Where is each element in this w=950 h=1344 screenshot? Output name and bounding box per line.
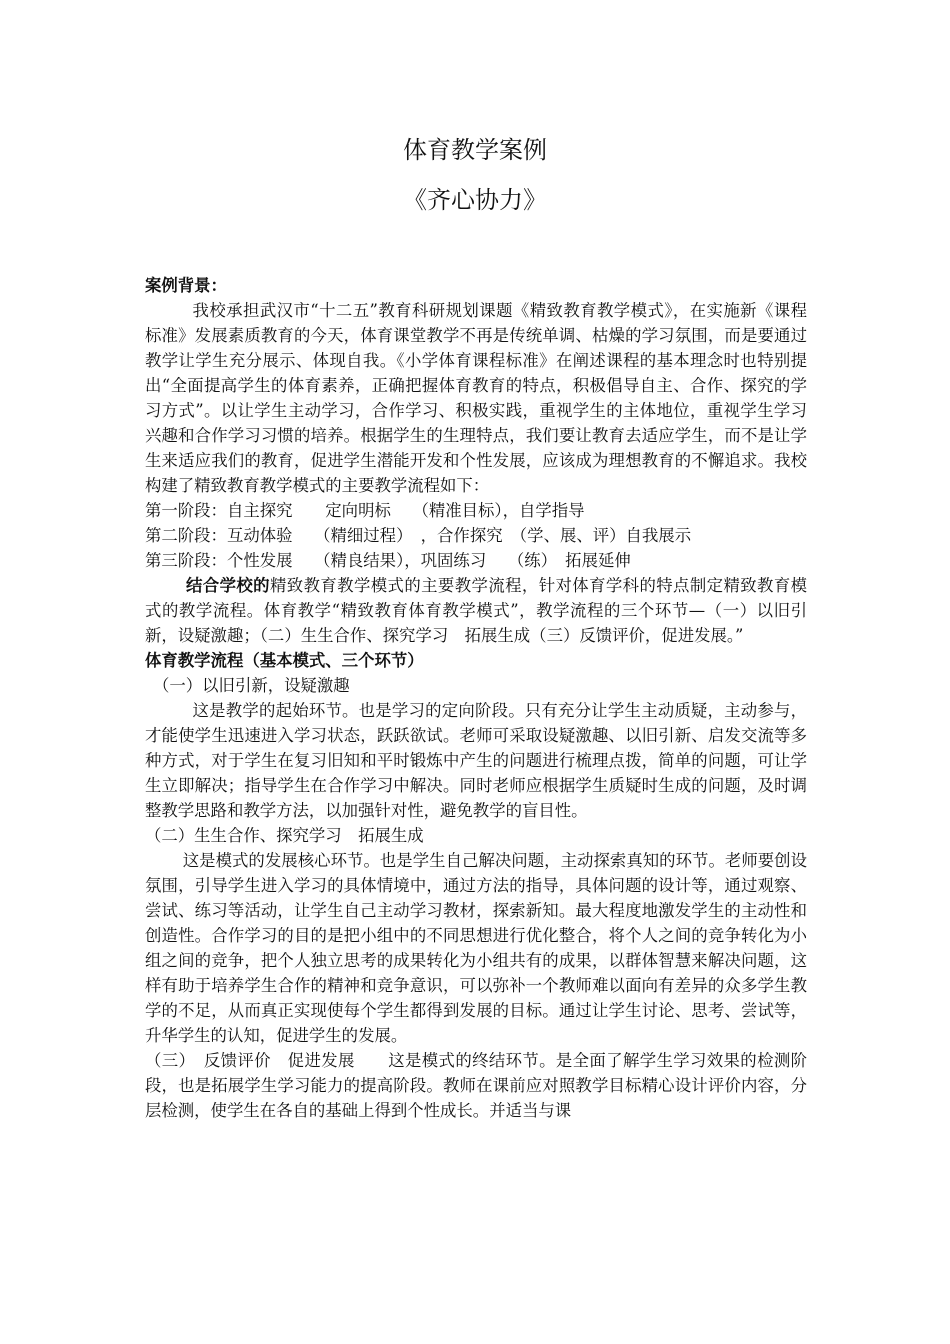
combine-bold-lead: 结合学校的 [186, 576, 270, 595]
document-title: 体育教学案例 [403, 136, 547, 164]
step-2-paragraph: 这是模式的发展核心环节。也是学生自己解决问题，主动探索真知的环节。老师要创设氛围，引导学生进入学习的具体情境中，通过方法的指导，具体问题的设计等，通过观察、尝试、练习等活动，让学生自己主动学习教材，探索新知。最大程度地激发学生的主动性和创造性。合作学习的目的是把小组中的不同思想进行优化整合，将个人之间的竞争转化为小组之间的竞争，把个人独立思考的成果转化为小组共有的成果，以群体智慧来解决问题，这样有助于培养学生合作的精神和竞争意识，可以弥补一个教师难以面向有差异的众多学生教学的不足，从而真正实现使每个学生都得到发展的目标。通过让学生讨论、思考、尝试等，升华学生的认知，促进学生的发展。 [145, 851, 807, 1045]
step-1-title: （一）以旧引新，设疑激趣 [153, 676, 350, 695]
flow-heading: 体育教学流程（基本模式、三个环节） [145, 651, 424, 670]
combine-text: 精致教育教学模式的主要教学流程，针对体育学科的特点制定精致教育模式的教学流程。体育教学“精致教育体育教学模式”，教学流程的三个环节—（一）以旧引新，设疑激趣；（二）生生合作、探究学习 拓展生成（三）反馈评价，促进发展。” [145, 576, 808, 645]
document-body [145, 273, 807, 1123]
step-1-paragraph: 这是教学的起始环节。也是学习的定向阶段。只有充分让学生主动质疑，主动参与，才能使学生迅速进入学习状态，跃跃欲试。老师可采取设疑激趣、以旧引新、启发交流等多种方式，对于学生在复习旧知和平时锻炼中产生的问题进行梳理点拨，简单的问题，可让学生立即解决；指导学生在合作学习中解决。同时老师应根据学生质疑时生成的问题，及时调整教学思路和教学方法，以加强针对性，避免教学的盲目性。 [145, 701, 807, 820]
document-subtitle: 《齐心协力》 [403, 186, 547, 214]
step-2-title: （二）生生合作、探究学习 拓展生成 [145, 826, 424, 845]
stage-2: 第二阶段：互动体验 （精细过程） ，合作探究 （学、展、评）自我展示 [145, 526, 692, 545]
combine-paragraph [145, 573, 807, 648]
background-heading: 案例背景： [145, 276, 227, 295]
background-paragraph: 我校承担武汉市“十二五”教育科研规划课题《精致教育教学模式》，在实施新《课程标准》发展素质教育的今天，体育课堂教学不再是传统单调、枯燥的学习氛围，而是要通过教学让学生充分展示、体现自我。《小学体育课程标准》在阐述课程的基本理念时也特别提出“全面提高学生的体育素养，正确把握体育教育的特点，积极倡导自主、合作、探究的学习方式”。以让学生主动学习，合作学习、积极实践，重视学生的主体地位，重视学生学习兴趣和合作学习习惯的培养。根据学生的生理特点，我们要让教育去适应学生，而不是让学生来适应我们的教育，促进学生潜能开发和个性发展，应该成为理想教育的不懈追求。我校构建了精致教育教学模式的主要教学流程如下： [145, 301, 807, 495]
stage-1: 第一阶段：自主探究 定向明标 （精准目标），自学指导 [145, 501, 585, 520]
step-3-paragraph: （三） 反馈评价 促进发展 这是模式的终结环节。是全面了解学生学习效果的检测阶段，也是拓展学生学习能力的提高阶段。教师在课前应对照教学目标精心设计评价内容，分层检测，使学生在各自的基础上得到个性成长。并适当与课 [145, 1051, 807, 1120]
stage-3: 第三阶段：个性发展 （精良结果），巩固练习 （练） 拓展延伸 [145, 551, 631, 570]
